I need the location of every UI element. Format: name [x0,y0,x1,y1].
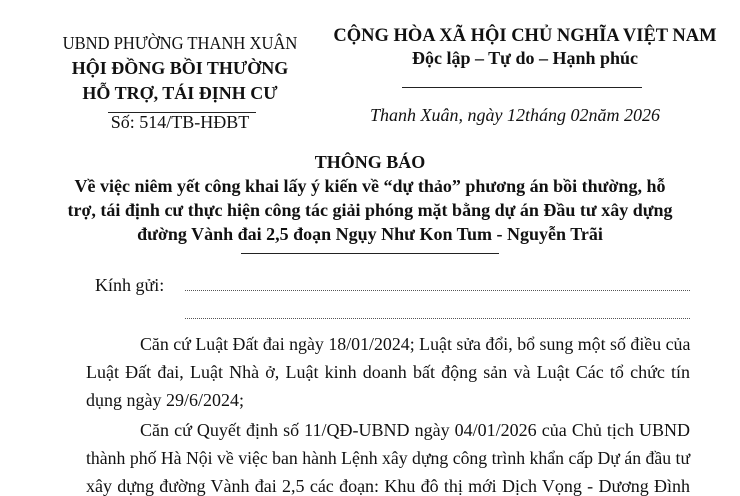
issue-date: Thanh Xuân, ngày 12tháng 02năm 2026 [370,105,660,125]
issuing-agency: UBND PHƯỜNG THANH XUÂN [62,33,298,53]
subject-line-3: đường Vành đai 2,5 đoạn Ngụy Như Kon Tum - Nguyễn Trãi [137,224,603,244]
subject-line-2: trợ, tái định cư thực hiện công tác giải phóng mặt bằng dự án Đầu tư xây dựng [67,200,673,220]
document-number: Số: 514/TB-HĐBT [110,112,250,132]
notice-title: THÔNG BÁO [314,152,426,172]
paragraph-1-line-2: Luật Đất đai, Luật Nhà ở, Luật kinh doanh bất động sản và Luật Các tổ chức tín [86,362,690,382]
recipient-blank-line-1 [185,290,690,291]
recipient-label: Kính gửi: [95,275,165,295]
council-name-line2: HỖ TRỢ, TÁI ĐỊNH CƯ [82,83,278,103]
national-motto: Độc lập – Tự do – Hạnh phúc [411,48,639,68]
subject-underline [241,253,499,254]
paragraph-2-line-2: thành phố Hà Nội về việc ban hành Lệnh xây dựng công trình khẩn cấp Dự án đầu tư [86,448,691,468]
country-name: CỘNG HÒA XÃ HỘI CHỦ NGHĨA VIỆT NAM [333,26,717,46]
recipient-blank-line-2 [185,318,690,319]
subject-line-1: Về việc niêm yết công khai lấy ý kiến về “dự thảo” phương án bồi thường, hỗ [74,176,666,196]
paragraph-2-line-1: Căn cứ Quyết định số 11/QĐ-UBND ngày 04/01/2026 của Chủ tịch UBND [140,420,690,440]
council-name-line1: HỘI ĐỒNG BỒI THƯỜNG [71,58,289,78]
paragraph-2-line-3: xây dựng đường Vành đai 2,5 các đoạn: Khu đô thị mới Dịch Vọng - Dương Đình [86,476,690,496]
motto-underline [402,87,642,88]
paragraph-1-line-3: dụng ngày 29/6/2024; [86,390,244,410]
paragraph-1-line-1: Căn cứ Luật Đất đai ngày 18/01/2024; Luật sửa đổi, bổ sung một số điều của [140,334,691,354]
